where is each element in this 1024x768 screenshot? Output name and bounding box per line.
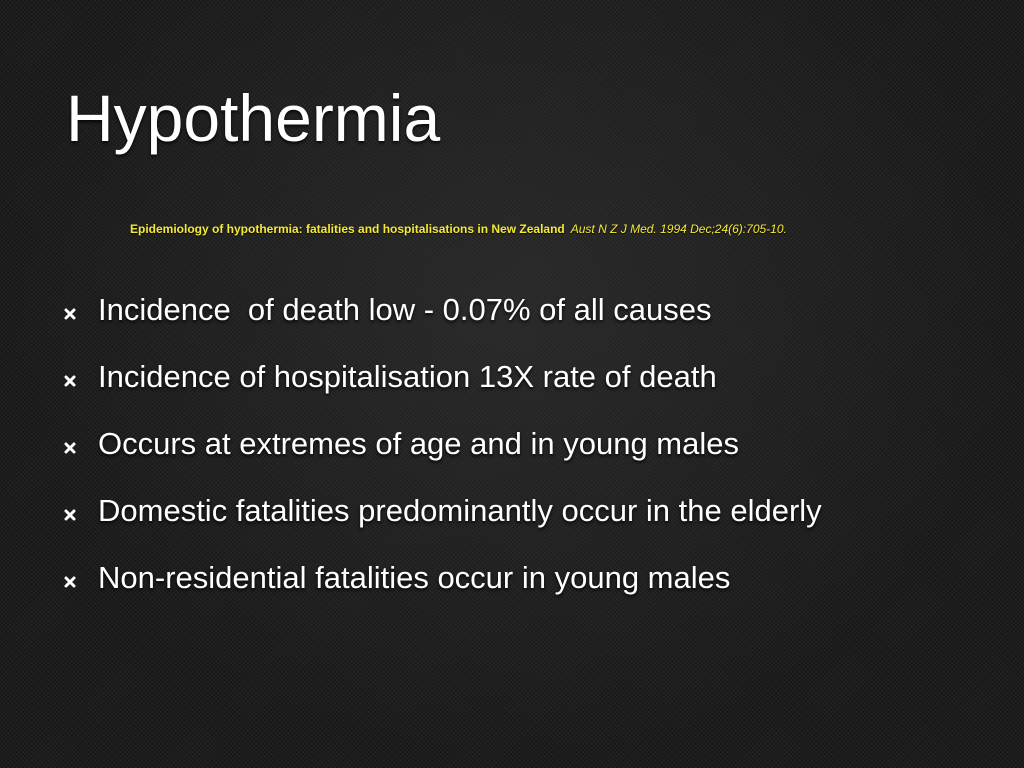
crossed-bullet-icon xyxy=(64,355,98,387)
slide-title: Hypothermia xyxy=(66,81,441,155)
bullet-text: Domestic fatalities predominantly occur in the elderly xyxy=(98,493,822,528)
bullet-text: Occurs at extremes of age and in young males xyxy=(98,426,739,461)
crossed-bullet-icon xyxy=(64,556,98,588)
bullet-item xyxy=(64,288,994,355)
bullet-item xyxy=(64,489,994,556)
crossed-bullet-icon xyxy=(64,422,98,454)
bullet-list xyxy=(64,288,994,623)
crossed-bullet-icon xyxy=(64,288,98,320)
citation-paper-title: Epidemiology of hypothermia: fatalities and hospitalisations in New Zealand xyxy=(130,222,565,236)
bullet-text: Incidence of death low - 0.07% of all causes xyxy=(98,292,712,327)
bullet-item xyxy=(64,355,994,422)
citation-journal-ref: Aust N Z J Med. 1994 Dec;24(6):705-10. xyxy=(570,222,787,236)
bullet-text: Non-residential fatalities occur in young males xyxy=(98,560,731,595)
citation xyxy=(130,221,787,237)
bullet-item xyxy=(64,556,994,623)
crossed-bullet-icon xyxy=(64,489,98,521)
bullet-item xyxy=(64,422,994,489)
bullet-text: Incidence of hospitalisation 13X rate of death xyxy=(98,359,717,394)
